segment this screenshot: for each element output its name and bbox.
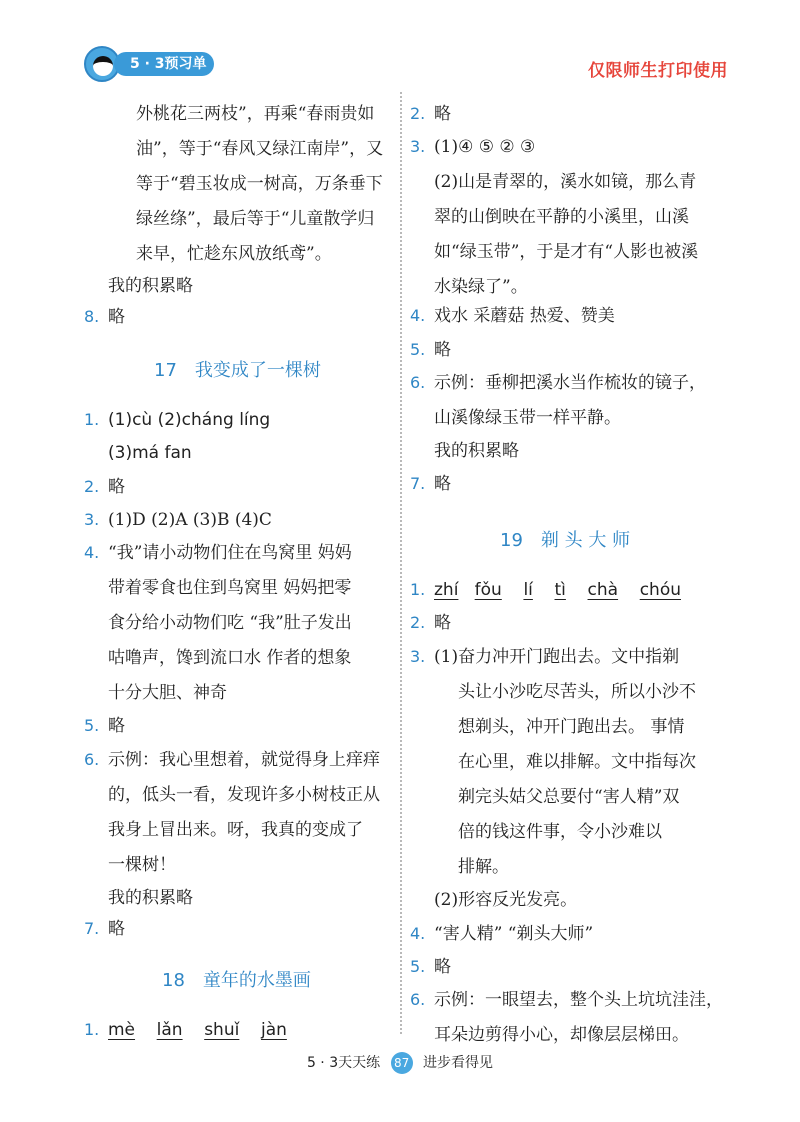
text-line: 十分大胆、神奇 [108, 683, 227, 703]
pinyin-answers: mè lǎn shuǐ jàn [108, 1020, 287, 1040]
section-title-17: 17 我变成了一棵树 [154, 360, 321, 381]
page-number: 87 [391, 1052, 413, 1074]
column-divider [400, 92, 402, 1034]
text-line: 翠的山倒映在平静的小溪里，山溪 [434, 207, 689, 227]
text-line: 剃完头姑父总要付“害人精”双 [458, 787, 680, 807]
text-line: 山溪像绿玉带一样平静。 [434, 408, 621, 428]
question-number: 1. [84, 1020, 100, 1039]
question-number: 5. [84, 716, 100, 735]
page-footer [0, 1052, 800, 1074]
answer-text: 略 [108, 307, 125, 327]
question-number: 7. [410, 474, 426, 493]
answer-text: 略 [434, 340, 451, 360]
question-number: 4. [410, 306, 426, 325]
answer-text: 略 [434, 474, 451, 494]
answer-text: (1)cù (2)cháng líng [108, 410, 271, 430]
question-number: 1. [410, 580, 426, 599]
answer-text: 略 [434, 104, 451, 124]
question-number: 5. [410, 957, 426, 976]
text-line: 示例：垂柳把溪水当作梳妆的镜子， [434, 373, 706, 393]
text-line: 一棵树！ [108, 855, 176, 875]
text-line: “我”请小动物们住在鸟窝里 妈妈 [108, 543, 352, 563]
text-line: 耳朵边剪得小心，却像层层梯田。 [434, 1025, 689, 1045]
question-number: 4. [410, 924, 426, 943]
print-notice: 仅限师生打印使用 [588, 61, 728, 81]
question-number: 8. [84, 307, 100, 326]
question-number: 2. [410, 104, 426, 123]
answer-text: 略 [108, 919, 125, 939]
pinyin-answers: zhí fǒu lí tì chà chóu [434, 580, 681, 600]
text-line: 我身上冒出来。呀，我真的变成了 [108, 820, 363, 840]
answer-text: (1)④ ⑤ ② ③ [434, 137, 536, 157]
brand-label: 5 · 3预习单 [114, 52, 214, 76]
answer-text: 略 [434, 957, 451, 977]
question-number: 6. [410, 990, 426, 1009]
text-line: 绿丝绦”，最后等于“儿童散学归 [136, 209, 375, 229]
question-number: 6. [410, 373, 426, 392]
answer-text: 略 [108, 716, 125, 736]
text-line: 想剃头，冲开门跑出去。 事情 [458, 717, 685, 737]
question-number: 6. [84, 750, 100, 769]
question-number: 2. [84, 477, 100, 496]
question-number: 3. [410, 647, 426, 666]
text-line: (1)奋力冲开门跑出去。文中指剃 [434, 647, 680, 667]
accumulation-note: 我的积累略 [108, 276, 193, 296]
text-line: 水染绿了”。 [434, 277, 528, 297]
text-line: 的，低头一看，发现许多小树枝正从 [108, 785, 380, 805]
answer-text: (1)D (2)A (3)B (4)C [108, 510, 272, 530]
question-number: 1. [84, 410, 100, 429]
text-line: 带着零食也住到鸟窝里 妈妈把零 [108, 578, 352, 598]
question-number: 7. [84, 919, 100, 938]
text-line: 咕噜声，馋到流口水 作者的想象 [108, 648, 352, 668]
footer-slogan: 进步看得见 [423, 1055, 494, 1071]
footer-brand: 5 · 3天天练 [306, 1055, 381, 1071]
text-line: 倍的钱这件事，令小沙难以 [458, 822, 662, 842]
text-line: 排解。 [458, 857, 509, 877]
text-line: 外桃花三两枝”，再乘“春雨贵如 [136, 104, 375, 124]
section-title-19: 19 剃 头 大 师 [500, 530, 631, 551]
text-line: 油”，等于“春风又绿江南岸”，又 [136, 139, 384, 159]
answer-text: 略 [108, 477, 125, 497]
question-number: 5. [410, 340, 426, 359]
text-line: 等于“碧玉妆成一树高，万条垂下 [136, 174, 383, 194]
text-line: (2)山是青翠的，溪水如镜，那么青 [434, 172, 697, 192]
question-number: 2. [410, 613, 426, 632]
answer-text: (2)形容反光发亮。 [434, 890, 578, 910]
brand-logo [84, 46, 218, 82]
question-number: 3. [84, 510, 100, 529]
accumulation-note: 我的积累略 [108, 888, 193, 908]
answer-text: “害人精” “剃头大师” [434, 924, 594, 944]
text-line: 来早，忙趁东风放纸鸢”。 [136, 244, 332, 264]
text-line: 头让小沙吃尽苦头，所以小沙不 [458, 682, 696, 702]
text-line: 示例：我心里想着，就觉得身上痒痒 [108, 750, 380, 770]
text-line: 如“绿玉带”，于是才有“人影也被溪 [434, 242, 699, 262]
accumulation-note: 我的积累略 [434, 441, 519, 461]
answer-text: (3)má fan [108, 443, 192, 463]
answer-text: 略 [434, 613, 451, 633]
section-title-18: 18 童年的水墨画 [162, 970, 311, 991]
answer-text: 戏水 采蘑菇 热爱、赞美 [434, 306, 615, 326]
text-line: 示例：一眼望去，整个头上坑坑洼洼， [434, 990, 723, 1010]
text-line: 食分给小动物们吃 “我”肚子发出 [108, 613, 352, 633]
question-number: 3. [410, 137, 426, 156]
text-line: 在心里，难以排解。文中指每次 [458, 752, 696, 772]
question-number: 4. [84, 543, 100, 562]
